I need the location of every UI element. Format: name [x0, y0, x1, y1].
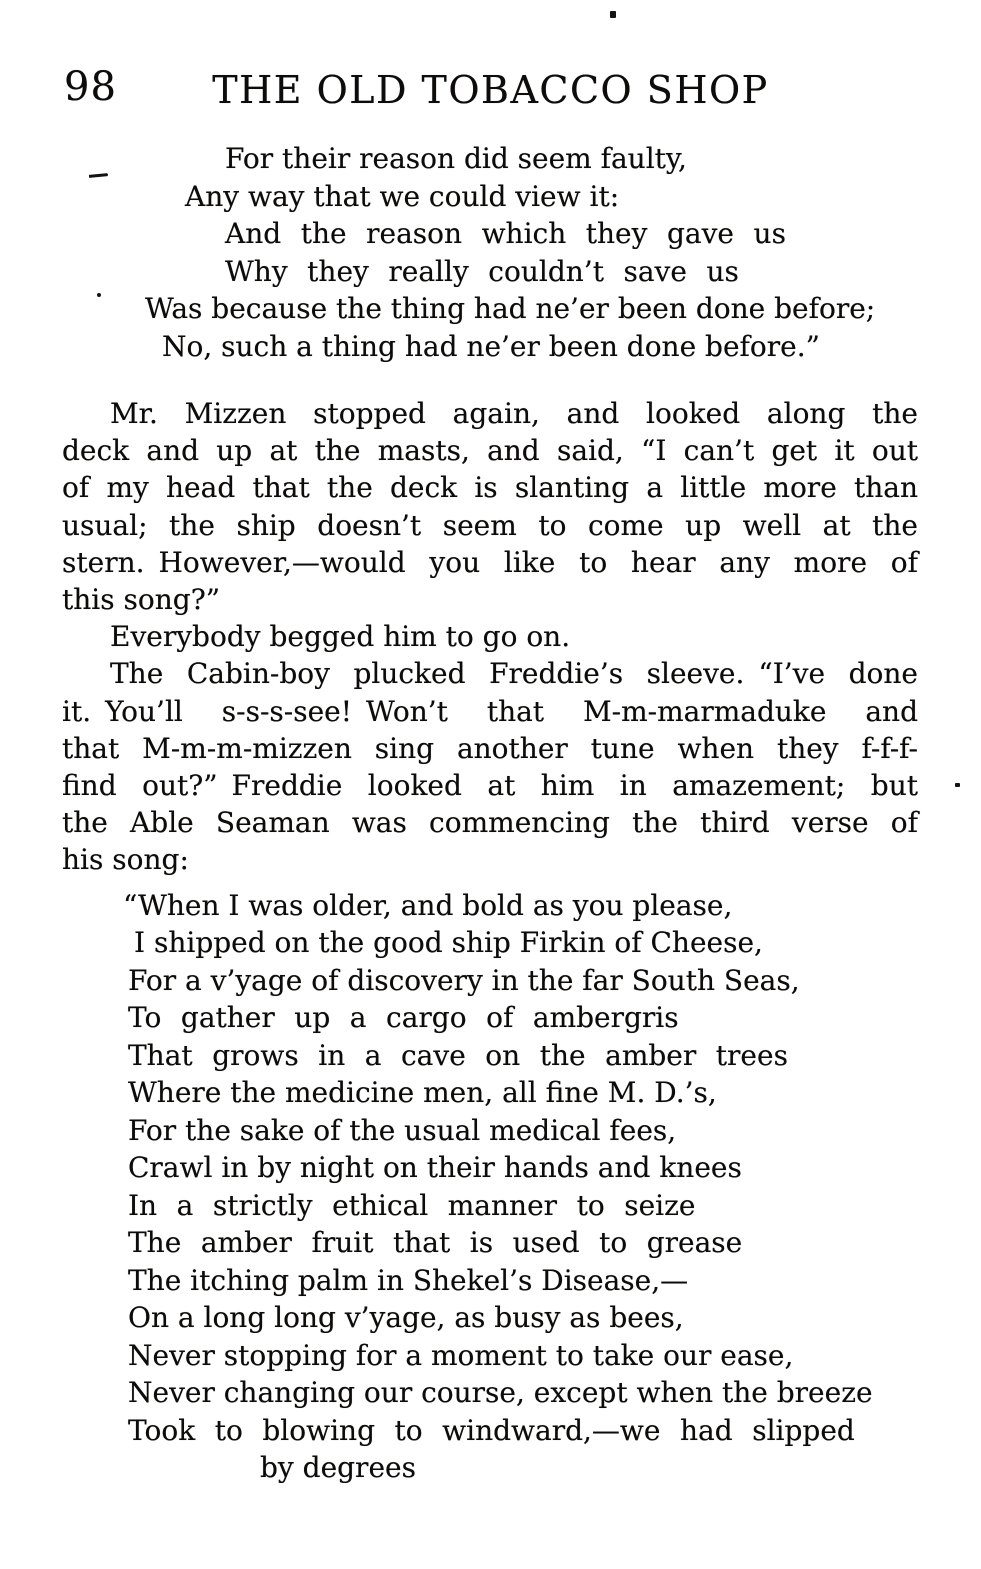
prose-line: Everybody begged him to go on. — [110, 620, 571, 654]
verse-line: And the reason which they gave us — [225, 217, 786, 250]
verse-line: Was because the thing had ne’er been done before; — [145, 292, 876, 325]
verse-line: For their reason did seem faulty, — [225, 142, 687, 175]
prose-line: of my head that the deck is slanting a little more than — [62, 471, 918, 505]
paragraph — [62, 395, 918, 618]
prose-line: deck and up at the masts, and said, “I can’t get it out — [62, 434, 918, 468]
verse-line: by degrees — [260, 1451, 416, 1485]
page-content — [62, 140, 918, 1487]
prose-line: Mr. Mizzen stopped again, and looked along the — [110, 397, 918, 430]
verse-line: “When I was older, and bold as you please, — [123, 888, 733, 922]
page-number: 98 — [64, 64, 117, 110]
verse-line: The amber fruit that is used to grease — [128, 1226, 743, 1260]
prose-section — [62, 395, 918, 879]
verse-line: That grows in a cave on the amber trees — [128, 1038, 788, 1072]
verse-line: Any way that we could view it: — [185, 179, 620, 213]
verse-stanza-2 — [62, 887, 918, 1487]
running-title: THE OLD TOBACCO SHOP — [212, 68, 769, 112]
verse-line: The itching palm in Shekel’s Disease,— — [128, 1263, 689, 1297]
verse-line: Never changing our course, except when the breeze — [128, 1376, 873, 1410]
verse-line: Never stopping for a moment to take our ease, — [128, 1338, 794, 1372]
prose-line: the Able Seaman was commencing the third verse of — [62, 806, 918, 840]
scan-speck — [610, 11, 616, 18]
prose-line: usual; the ship doesn’t seem to come up well at the — [62, 508, 918, 542]
prose-line: stern. However,—would you like to hear any more of — [62, 545, 918, 579]
verse-line: Crawl in by night on their hands and knees — [128, 1151, 742, 1185]
verse-line: No, such a thing had ne’er been done before.” — [162, 329, 820, 363]
prose-line: The Cabin-boy plucked Freddie’s sleeve. “I’ve done — [110, 657, 918, 691]
verse-line: Took to blowing to windward,—we had slipped — [128, 1413, 855, 1447]
page-header — [0, 62, 981, 122]
prose-line: find out?” Freddie looked at him in amazement; but — [62, 769, 918, 803]
prose-line: this song?” — [62, 583, 221, 617]
prose-line: that M-m-m-mizzen sing another tune when they f-f-f- — [62, 731, 918, 765]
prose-line: it. You’ll s-s-s-see! Won’t that M-m-marmaduke and — [62, 694, 918, 728]
verse-line: For a v’yage of discovery in the far South Seas, — [128, 963, 800, 997]
verse-line: On a long long v’yage, as busy as bees, — [128, 1301, 684, 1335]
verse-line: For the sake of the usual medical fees, — [128, 1113, 677, 1147]
paragraph — [62, 655, 918, 878]
verse-line: To gather up a cargo of ambergris — [128, 1001, 679, 1035]
verse-line: In a strictly ethical manner to seize — [128, 1188, 696, 1222]
verse-line: I shipped on the good ship Firkin of Cheese, — [134, 926, 763, 960]
verse-stanza-1 — [62, 140, 918, 365]
scan-speck — [955, 783, 960, 787]
verse-line: Where the medicine men, all fine M. D.’s, — [128, 1076, 717, 1110]
prose-line: his song: — [62, 843, 189, 877]
verse-line: Why they really couldn’t save us — [225, 254, 739, 288]
paragraph — [62, 618, 918, 655]
